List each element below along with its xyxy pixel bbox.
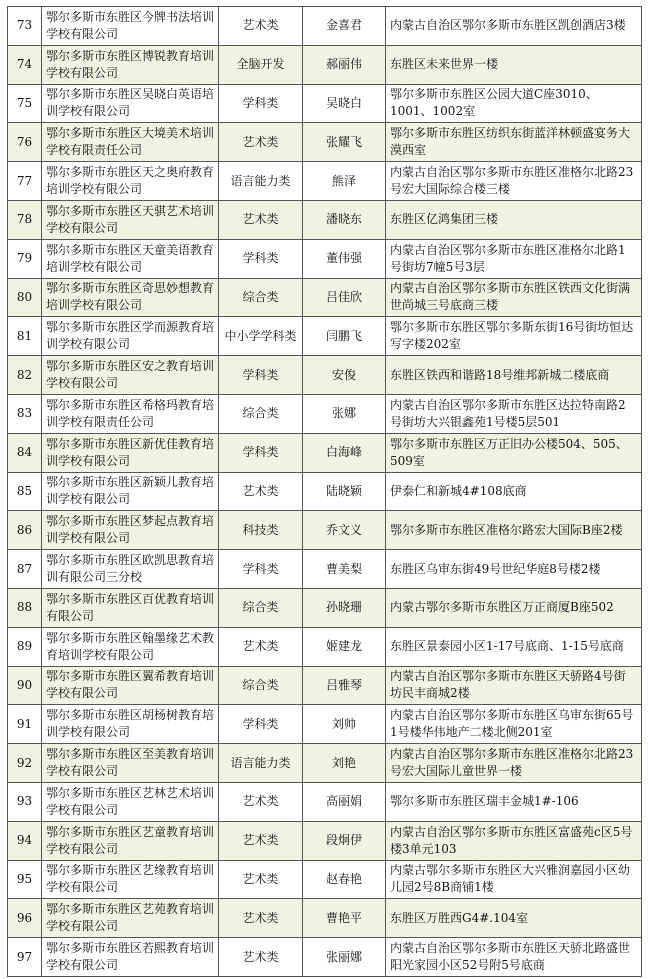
institution-name: 鄂尔多斯市东胜区欧凯思教育培训有限公司三分校 <box>42 550 219 589</box>
table-row <box>8 744 642 783</box>
institution-name: 鄂尔多斯市东胜区天之奥府教育培训学校有限公司 <box>42 162 219 201</box>
category: 艺术类 <box>219 782 303 821</box>
institution-name: 鄂尔多斯市东胜区若熙教育培训学校有限公司 <box>42 938 219 977</box>
row-number: 86 <box>8 511 42 550</box>
category: 艺术类 <box>219 821 303 860</box>
legal-representative: 吴晓白 <box>303 84 386 123</box>
legal-representative: 安俊 <box>303 356 386 395</box>
row-number: 89 <box>8 627 42 666</box>
address: 内蒙古自治区鄂尔多斯市东胜区天骄北路盛世阳光家园小区52号附5号底商 <box>386 938 642 977</box>
table-row <box>8 278 642 317</box>
row-number: 74 <box>8 45 42 84</box>
row-number: 83 <box>8 394 42 433</box>
address: 内蒙古自治区鄂尔多斯市东胜区凯创酒店3楼 <box>386 7 642 46</box>
row-number: 95 <box>8 860 42 899</box>
category: 艺术类 <box>219 472 303 511</box>
table-row <box>8 162 642 201</box>
row-number: 84 <box>8 433 42 472</box>
row-number: 82 <box>8 356 42 395</box>
table-row <box>8 938 642 977</box>
legal-representative: 张娜 <box>303 394 386 433</box>
category: 学科类 <box>219 84 303 123</box>
address: 东胜区乌审东街49号世纪华庭8号楼2楼 <box>386 550 642 589</box>
row-number: 77 <box>8 162 42 201</box>
address: 内蒙古自治区鄂尔多斯市东胜区乌审东街65号1号楼华伟地产二楼北侧201室 <box>386 705 642 744</box>
institution-name: 鄂尔多斯市东胜区梦起点教育培训学校有限公司 <box>42 511 219 550</box>
table-row <box>8 356 642 395</box>
row-number: 75 <box>8 84 42 123</box>
institution-name: 鄂尔多斯市东胜区胡杨树教育培训学校有限公司 <box>42 705 219 744</box>
legal-representative: 段炯伊 <box>303 821 386 860</box>
row-number: 90 <box>8 666 42 705</box>
institution-name: 鄂尔多斯市东胜区天童美语教育培训学校有限公司 <box>42 239 219 278</box>
table-row <box>8 782 642 821</box>
table-row <box>8 45 642 84</box>
institution-name: 鄂尔多斯市东胜区新颖儿教育培训学校有限公司 <box>42 472 219 511</box>
category: 综合类 <box>219 588 303 627</box>
table-row <box>8 627 642 666</box>
row-number: 79 <box>8 239 42 278</box>
address: 鄂尔多斯市东胜区纺织东街蓝洋林顿盛宴务大漠西室 <box>386 123 642 162</box>
category: 中小学学科类 <box>219 317 303 356</box>
table-row <box>8 899 642 938</box>
institution-name: 鄂尔多斯市东胜区奇思妙想教育培训学校有限公司 <box>42 278 219 317</box>
address: 东胜区万胜西G4#.104室 <box>386 899 642 938</box>
institution-name: 鄂尔多斯市东胜区艺林艺术培训学校有限公司 <box>42 782 219 821</box>
address: 内蒙古自治区鄂尔多斯市东胜区达拉特南路2号街坊大兴银鑫苑1号楼5层501 <box>386 394 642 433</box>
table-row <box>8 123 642 162</box>
address: 鄂尔多斯市东胜区万正旧办公楼504、505、509室 <box>386 433 642 472</box>
institution-name: 鄂尔多斯市东胜区学而源教育培训学校有限公司 <box>42 317 219 356</box>
legal-representative: 吕雅琴 <box>303 666 386 705</box>
row-number: 73 <box>8 7 42 46</box>
category: 科技类 <box>219 511 303 550</box>
row-number: 85 <box>8 472 42 511</box>
legal-representative: 郝丽伟 <box>303 45 386 84</box>
table-row <box>8 705 642 744</box>
legal-representative: 孙晓珊 <box>303 588 386 627</box>
institution-name: 鄂尔多斯市东胜区博锐教育培训学校有限公司 <box>42 45 219 84</box>
legal-representative: 乔文义 <box>303 511 386 550</box>
legal-representative: 潘晓东 <box>303 200 386 239</box>
legal-representative: 熊泽 <box>303 162 386 201</box>
institution-name: 鄂尔多斯市东胜区翰墨缘艺术教育培训学校有限公司 <box>42 627 219 666</box>
category: 学科类 <box>219 356 303 395</box>
table-row <box>8 472 642 511</box>
institution-name: 鄂尔多斯市东胜区艺童教育培训学校有限公司 <box>42 821 219 860</box>
address: 东胜区铁西和谐路18号维邦新城二楼底商 <box>386 356 642 395</box>
table-row <box>8 84 642 123</box>
row-number: 94 <box>8 821 42 860</box>
category: 全脑开发 <box>219 45 303 84</box>
institution-name: 鄂尔多斯市东胜区大境美术培训学校有限责任公司 <box>42 123 219 162</box>
row-number: 97 <box>8 938 42 977</box>
row-number: 92 <box>8 744 42 783</box>
legal-representative: 曹美梨 <box>303 550 386 589</box>
institution-name: 鄂尔多斯市东胜区翼希教育培训学校有限公司 <box>42 666 219 705</box>
legal-representative: 吕佳欣 <box>303 278 386 317</box>
table-row <box>8 7 642 46</box>
category: 综合类 <box>219 278 303 317</box>
registry-table <box>7 6 642 977</box>
category: 艺术类 <box>219 899 303 938</box>
address: 内蒙古自治区鄂尔多斯市东胜区准格尔北路1号街坊7幢5号3层 <box>386 239 642 278</box>
table-row <box>8 511 642 550</box>
row-number: 80 <box>8 278 42 317</box>
row-number: 78 <box>8 200 42 239</box>
row-number: 96 <box>8 899 42 938</box>
table-row <box>8 317 642 356</box>
legal-representative: 董伟强 <box>303 239 386 278</box>
address: 东胜区未来世界一楼 <box>386 45 642 84</box>
institution-name: 鄂尔多斯市东胜区新优佳教育培训学校有限公司 <box>42 433 219 472</box>
address: 伊泰仁和新城4#108底商 <box>386 472 642 511</box>
institution-name: 鄂尔多斯市东胜区吴晓白英语培训学校有限公司 <box>42 84 219 123</box>
legal-representative: 曹艳平 <box>303 899 386 938</box>
institution-name: 鄂尔多斯市东胜区天骐艺术培训学校有限公司 <box>42 200 219 239</box>
row-number: 81 <box>8 317 42 356</box>
address: 鄂尔多斯市东胜区鄂尔多斯东街16号街坊恒达写字楼202室 <box>386 317 642 356</box>
row-number: 88 <box>8 588 42 627</box>
institution-name: 鄂尔多斯市东胜区安之教育培训学校有限公司 <box>42 356 219 395</box>
legal-representative: 张耀飞 <box>303 123 386 162</box>
legal-representative: 闫鹏飞 <box>303 317 386 356</box>
category: 学科类 <box>219 239 303 278</box>
institution-name: 鄂尔多斯市东胜区至美教育培训学校有限公司 <box>42 744 219 783</box>
row-number: 76 <box>8 123 42 162</box>
row-number: 93 <box>8 782 42 821</box>
address: 内蒙古自治区鄂尔多斯市东胜区天骄路4号街坊民丰商城2楼 <box>386 666 642 705</box>
address: 内蒙古自治区鄂尔多斯市东胜区准格尔北路23号宏大国际儿童世界一楼 <box>386 744 642 783</box>
category: 学科类 <box>219 705 303 744</box>
address: 东胜区景泰园小区1-17号底商、1-15号底商 <box>386 627 642 666</box>
address: 东胜区亿鸿集团三楼 <box>386 200 642 239</box>
address: 内蒙古自治区鄂尔多斯市东胜区铁西文化街满世尚城三号底商三楼 <box>386 278 642 317</box>
address: 内蒙古鄂尔多斯市东胜区大兴雅润嘉园小区幼儿园2号8B商铺1楼 <box>386 860 642 899</box>
category: 艺术类 <box>219 123 303 162</box>
table-row <box>8 239 642 278</box>
legal-representative: 刘帅 <box>303 705 386 744</box>
table-row <box>8 550 642 589</box>
category: 综合类 <box>219 666 303 705</box>
legal-representative: 白海峰 <box>303 433 386 472</box>
legal-representative: 赵春艳 <box>303 860 386 899</box>
category: 艺术类 <box>219 627 303 666</box>
table-row <box>8 394 642 433</box>
address: 鄂尔多斯市东胜区瑞丰金城1#-106 <box>386 782 642 821</box>
category: 学科类 <box>219 550 303 589</box>
legal-representative: 陆晓颖 <box>303 472 386 511</box>
address: 内蒙古自治区鄂尔多斯市东胜区准格尔北路23号宏大国际综合楼三楼 <box>386 162 642 201</box>
table-row <box>8 200 642 239</box>
institution-name: 鄂尔多斯市东胜区艺缘教育培训学校有限公司 <box>42 860 219 899</box>
institution-name: 鄂尔多斯市东胜区百优教育培训有限公司 <box>42 588 219 627</box>
address: 内蒙古鄂尔多斯市东胜区万正商厦B座502 <box>386 588 642 627</box>
table-row <box>8 821 642 860</box>
row-number: 91 <box>8 705 42 744</box>
category: 艺术类 <box>219 7 303 46</box>
legal-representative: 姬建龙 <box>303 627 386 666</box>
legal-representative: 金喜君 <box>303 7 386 46</box>
institution-name: 鄂尔多斯市东胜区希格玛教育培训学校有限责任公司 <box>42 394 219 433</box>
category: 学科类 <box>219 433 303 472</box>
registry-table-body <box>8 7 642 977</box>
category: 语言能力类 <box>219 744 303 783</box>
institution-name: 鄂尔多斯市东胜区艺苑教育培训学校有限公司 <box>42 899 219 938</box>
table-row <box>8 433 642 472</box>
legal-representative: 张丽娜 <box>303 938 386 977</box>
category: 艺术类 <box>219 200 303 239</box>
institution-name: 鄂尔多斯市东胜区今牌书法培训学校有限公司 <box>42 7 219 46</box>
category: 艺术类 <box>219 938 303 977</box>
table-row <box>8 860 642 899</box>
category: 综合类 <box>219 394 303 433</box>
row-number: 87 <box>8 550 42 589</box>
category: 艺术类 <box>219 860 303 899</box>
legal-representative: 高丽娟 <box>303 782 386 821</box>
legal-representative: 刘艳 <box>303 744 386 783</box>
table-row <box>8 666 642 705</box>
address: 鄂尔多斯市东胜区公园大道C座3010、1001、1002室 <box>386 84 642 123</box>
table-row <box>8 588 642 627</box>
category: 语言能力类 <box>219 162 303 201</box>
address: 内蒙古自治区鄂尔多斯市东胜区富盛苑c区5号楼3单元103 <box>386 821 642 860</box>
address: 鄂尔多斯市东胜区准格尔路宏大国际B座2楼 <box>386 511 642 550</box>
